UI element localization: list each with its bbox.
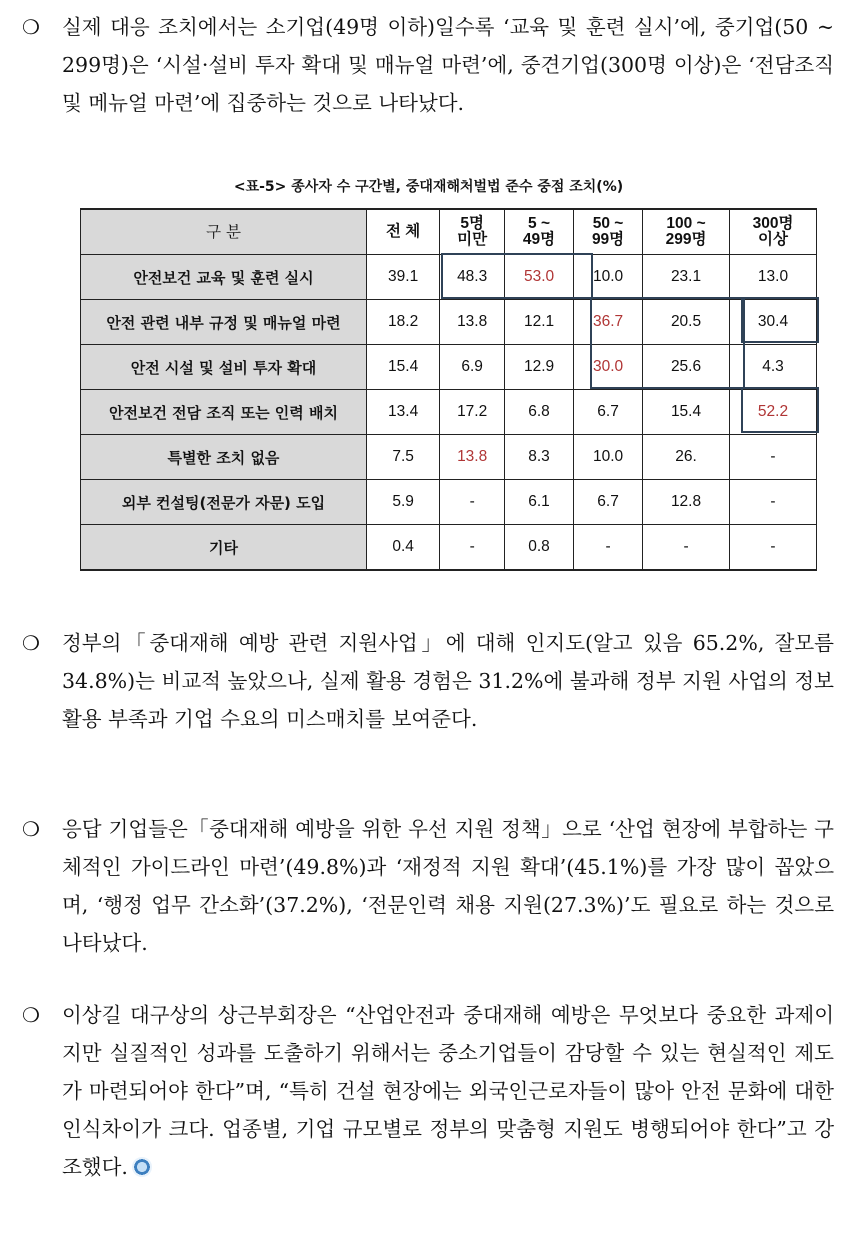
row-label: 안전보건 교육 및 훈련 실시 [81, 255, 367, 300]
table-cell: 7.5 [367, 435, 440, 480]
table-row [81, 345, 817, 390]
table-cell: 48.3 [440, 255, 505, 300]
table-caption: <표-5> 종사자 수 구간별, 중대재해처벌법 준수 중점 조치(%) [233, 179, 624, 195]
table-cell: 12.9 [505, 345, 574, 390]
table-cell: 6.1 [505, 480, 574, 525]
table-row [81, 480, 817, 525]
table-row [81, 435, 817, 480]
table-cell: 36.7 [574, 300, 643, 345]
paragraph-text [62, 996, 834, 1186]
header-col-50-99 [574, 209, 643, 255]
table-cell: 5.9 [367, 480, 440, 525]
table-cell: 53.0 [505, 255, 574, 300]
table-cell: 0.8 [505, 525, 574, 571]
bullet-icon: ❍ [22, 15, 40, 39]
header-category: 구 분 [81, 209, 367, 255]
table-cell: - [730, 435, 817, 480]
header-line2: 299명 [665, 231, 707, 248]
table-cell: 12.8 [643, 480, 730, 525]
header-line1: 300명 [752, 215, 794, 232]
paragraph-3 [22, 810, 834, 962]
row-label: 특별한 조치 없음 [81, 435, 367, 480]
paragraph-text: 응답 기업들은「중대재해 예방을 위한 우선 지원 정책」으로 ‘산업 현장에 부합하는 구체적인 가이드라인 마련’(49.8%)과 ‘재정적 지원 확대’(45.1%)를 가장 많이 꼽았으며, ‘행정 업무 간소화’(37.2%), ‘전문인력 채용 지원(27.3%)’도 필요로 하는 것으로 나타났다. [62, 817, 834, 955]
header-col-5-49 [505, 209, 574, 255]
header-col-300plus [730, 209, 817, 255]
table-cell: - [574, 525, 643, 571]
table-row [81, 390, 817, 435]
header-line1: 100 ~ [666, 215, 706, 232]
row-label: 안전 시설 및 설비 투자 확대 [81, 345, 367, 390]
header-col-total [367, 209, 440, 255]
header-line1: 전 체 [386, 223, 421, 240]
table-cell: 26. [643, 435, 730, 480]
table-cell: 10.0 [574, 255, 643, 300]
table-cell: 4.3 [730, 345, 817, 390]
table-cell: 30.0 [574, 345, 643, 390]
row-label: 기타 [81, 525, 367, 571]
table-cell: 6.7 [574, 480, 643, 525]
table-cell: 8.3 [505, 435, 574, 480]
bullet-icon: ❍ [22, 1003, 40, 1027]
bullet-icon: ❍ [22, 817, 40, 841]
table-cell: - [730, 525, 817, 571]
paragraph-4 [22, 996, 834, 1186]
table-cell: 25.6 [643, 345, 730, 390]
table-cell: 15.4 [643, 390, 730, 435]
table-cell: 12.1 [505, 300, 574, 345]
bullet-icon: ❍ [22, 631, 40, 655]
table-cell: 39.1 [367, 255, 440, 300]
header-line2: 49명 [522, 231, 556, 248]
table-row [81, 525, 817, 571]
table-cell: 10.0 [574, 435, 643, 480]
row-label: 안전 관련 내부 규정 및 매뉴얼 마련 [81, 300, 367, 345]
table-cell: - [643, 525, 730, 571]
row-label: 외부 컨설팅(전문가 자문) 도입 [81, 480, 367, 525]
paragraph-text: 정부의「중대재해 예방 관련 지원사업」에 대해 인지도(알고 있음 65.2%, 잘모름 34.8%)는 비교적 높았으나, 실제 활용 경험은 31.2%에 불과해 정부 지원 사업의 정보 활용 부족과 기업 수요의 미스매치를 보여준다. [62, 631, 834, 731]
table-cell: 6.8 [505, 390, 574, 435]
table-cell: 13.8 [440, 300, 505, 345]
paragraph-text-body: 이상길 대구상의 상근부회장은 “산업안전과 중대재해 예방은 무엇보다 중요한 과제이지만 실질적인 성과를 도출하기 위해서는 중소기업들이 감당할 수 있는 현실적인 제도가 마련되어야 한다”며, “특히 건설 현장에는 외국인근로자들이 많아 안전 문화에 대한 인식차이가 크다. 업종별, 기업 규모별로 정부의 맞춤형 지원도 병행되어야 한다”고 강조했다. [62, 1003, 834, 1179]
table-cell: 20.5 [643, 300, 730, 345]
paragraph-1 [22, 8, 834, 122]
data-table [80, 208, 817, 571]
end-mark-icon [132, 1157, 152, 1177]
header-line1: 50 ~ [592, 215, 624, 232]
header-line2: 이상 [758, 231, 788, 248]
table-header-row [81, 209, 817, 255]
table-cell: 6.7 [574, 390, 643, 435]
header-line1: 5 ~ [528, 215, 551, 232]
table-cell: 30.4 [730, 300, 817, 345]
table-cell: 52.2 [730, 390, 817, 435]
table-cell: 13.8 [440, 435, 505, 480]
table-cell: 13.0 [730, 255, 817, 300]
header-line1: 5명 [460, 215, 484, 232]
table-cell: - [440, 480, 505, 525]
paragraph-text: 실제 대응 조치에서는 소기업(49명 이하)일수록 ‘교육 및 훈련 실시’에, 중기업(50 ~ 299명)은 ‘시설·설비 투자 확대 및 매뉴얼 마련’에, 중견기업(300명 이상)은 ‘전담조직 및 메뉴얼 마련’에 집중하는 것으로 나타났다. [62, 15, 834, 115]
row-label: 안전보건 전담 조직 또는 인력 배치 [81, 390, 367, 435]
table-cell: 17.2 [440, 390, 505, 435]
header-line2: 99명 [591, 231, 625, 248]
header-col-under5 [440, 209, 505, 255]
table-cell: - [440, 525, 505, 571]
table-cell: 18.2 [367, 300, 440, 345]
table-cell: 15.4 [367, 345, 440, 390]
table-row [81, 255, 817, 300]
table-cell: 6.9 [440, 345, 505, 390]
header-col-100-299 [643, 209, 730, 255]
table-cell: - [730, 480, 817, 525]
table-cell: 0.4 [367, 525, 440, 571]
table-cell: 23.1 [643, 255, 730, 300]
paragraph-2 [22, 624, 834, 738]
table-cell: 13.4 [367, 390, 440, 435]
header-line2: 미만 [457, 231, 488, 248]
table-row [81, 300, 817, 345]
